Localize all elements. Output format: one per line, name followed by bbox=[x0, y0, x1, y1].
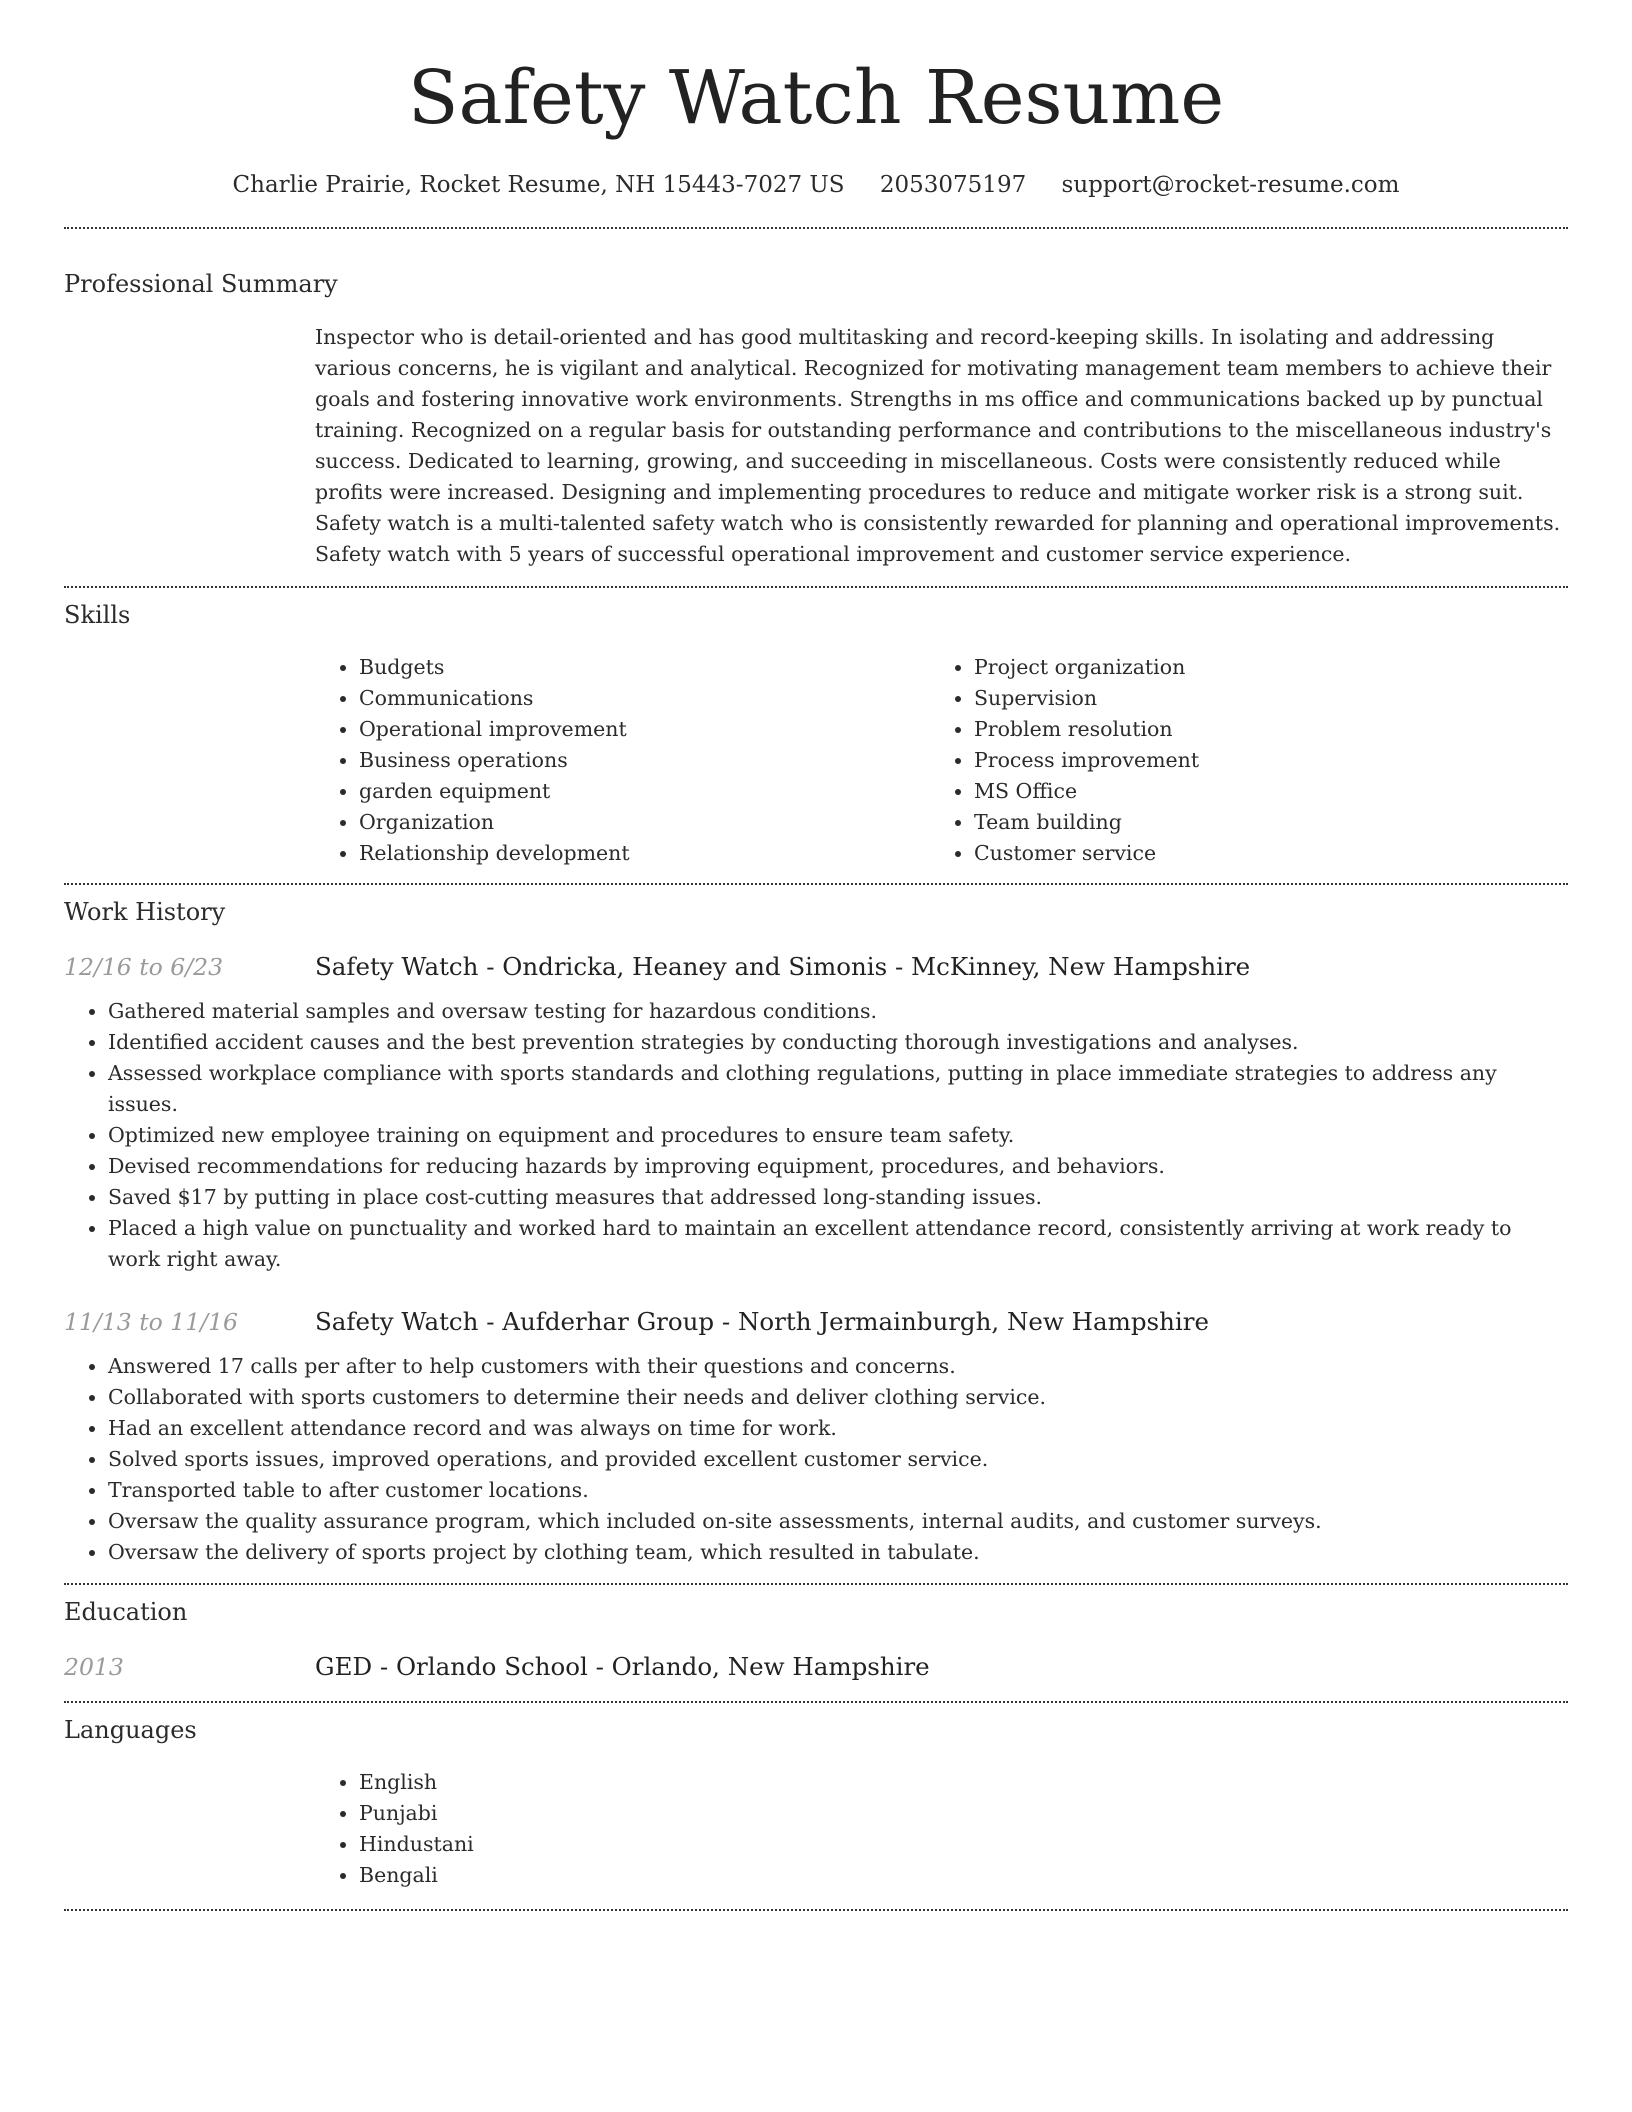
skill-item: • Process improvement bbox=[974, 745, 1545, 776]
skills-section bbox=[64, 598, 1568, 869]
education-entry bbox=[64, 1649, 1568, 1685]
work-entry bbox=[64, 949, 1568, 1275]
work-entry bbox=[64, 1304, 1568, 1568]
work-bullet: • Assessed workplace compliance with sports standards and clothing regulations, putting in place immediate strategies to address any issues. bbox=[108, 1058, 1568, 1120]
language-item: • Punjabi bbox=[359, 1798, 1568, 1829]
divider bbox=[64, 883, 1568, 885]
work-entry-title: Safety Watch - Ondricka, Heaney and Simonis - McKinney, New Hampshire bbox=[315, 952, 1251, 981]
skill-item: • Supervision bbox=[974, 683, 1545, 714]
work-bullet: • Gathered material samples and oversaw testing for hazardous conditions. bbox=[108, 996, 1568, 1027]
education-heading: Education bbox=[64, 1598, 188, 1626]
divider bbox=[64, 586, 1568, 588]
language-item: • Bengali bbox=[359, 1860, 1568, 1891]
summary-heading: Professional Summary bbox=[64, 270, 338, 298]
divider bbox=[64, 227, 1568, 229]
work-bullet: • Saved $17 by putting in place cost-cutting measures that addressed long-standing issues. bbox=[108, 1182, 1568, 1213]
skills-column-right bbox=[930, 652, 1545, 869]
work-entry-header bbox=[64, 949, 1568, 985]
contact-email: support@rocket-resume.com bbox=[1061, 172, 1400, 198]
work-entry-bullets bbox=[64, 996, 1568, 1275]
summary-text: Inspector who is detail-oriented and has good multitasking and record-keeping skills. In isolating and addressing various concerns, he is vigilant and analytical. Recognized for motivating management team members to achieve their goals and fostering innovative work environments. Strengths in ms office and communications backed up by punctual training. Recognized on a regular basis for outstanding performance and contributions to the miscellaneous industry's success. Dedicated to learning, growing, and succeeding in miscellaneous. Costs were consistently reduced while profits were increased. Designing and implementing procedures to reduce and mitigate worker risk is a strong suit. Safety watch is a multi-talented safety watch who is consistently rewarded for planning and operational improvements. Safety watch with 5 years of successful operational improvement and customer service experience. bbox=[315, 325, 1561, 566]
work-bullet: • Identified accident causes and the best prevention strategies by conducting thorough investigations and analyses. bbox=[108, 1027, 1568, 1058]
skill-item: • Project organization bbox=[974, 652, 1545, 683]
work-entry-title: Safety Watch - Aufderhar Group - North Jermainburgh, New Hampshire bbox=[315, 1307, 1209, 1336]
skill-item: • Team building bbox=[974, 807, 1545, 838]
skill-item: • Problem resolution bbox=[974, 714, 1545, 745]
skill-item: • Relationship development bbox=[359, 838, 930, 869]
education-year: 2013 bbox=[64, 1653, 124, 1681]
resume-title: Safety Watch Resume bbox=[407, 55, 1225, 141]
work-entry-header bbox=[64, 1304, 1568, 1340]
divider bbox=[64, 1583, 1568, 1585]
work-bullet: • Solved sports issues, improved operations, and provided excellent customer service. bbox=[108, 1444, 1568, 1475]
skills-heading: Skills bbox=[64, 601, 131, 629]
contact-line bbox=[64, 167, 1568, 203]
skill-item: • Customer service bbox=[974, 838, 1545, 869]
work-bullet: • Devised recommendations for reducing hazards by improving equipment, procedures, and behaviors. bbox=[108, 1151, 1568, 1182]
work-heading: Work History bbox=[64, 898, 226, 926]
divider bbox=[64, 1701, 1568, 1703]
skill-item: • MS Office bbox=[974, 776, 1545, 807]
contact-phone: 2053075197 bbox=[879, 172, 1027, 198]
work-bullet: • Oversaw the quality assurance program, which included on-site assessments, internal audits, and customer surveys. bbox=[108, 1506, 1568, 1537]
skill-item: • Business operations bbox=[359, 745, 930, 776]
resume-page bbox=[64, 0, 1568, 1911]
skills-list-left bbox=[315, 652, 930, 869]
contact-address: Charlie Prairie, Rocket Resume, NH 15443-7027 US bbox=[232, 172, 845, 198]
summary-section bbox=[64, 267, 1568, 570]
work-entry-dates: 12/16 to 6/23 bbox=[64, 953, 224, 981]
skill-item: • Budgets bbox=[359, 652, 930, 683]
skill-item: • Operational improvement bbox=[359, 714, 930, 745]
skill-item: • garden equipment bbox=[359, 776, 930, 807]
summary-content bbox=[315, 322, 1568, 570]
work-entry-dates: 11/13 to 11/16 bbox=[64, 1308, 238, 1336]
work-bullet: • Answered 17 calls per after to help customers with their questions and concerns. bbox=[108, 1351, 1568, 1382]
skill-item: • Organization bbox=[359, 807, 930, 838]
work-bullet: • Optimized new employee training on equipment and procedures to ensure team safety. bbox=[108, 1120, 1568, 1151]
skills-list-right bbox=[930, 652, 1545, 869]
languages-heading: Languages bbox=[64, 1716, 197, 1744]
language-item: • Hindustani bbox=[359, 1829, 1568, 1860]
work-section bbox=[64, 895, 1568, 1568]
languages-content bbox=[315, 1767, 1568, 1891]
languages-section bbox=[64, 1713, 1568, 1891]
work-bullet: • Collaborated with sports customers to determine their needs and deliver clothing service. bbox=[108, 1382, 1568, 1413]
skills-columns bbox=[315, 652, 1568, 869]
work-bullet: • Transported table to after customer locations. bbox=[108, 1475, 1568, 1506]
education-title: GED - Orlando School - Orlando, New Hampshire bbox=[315, 1652, 930, 1681]
skill-item: • Communications bbox=[359, 683, 930, 714]
skills-column-left bbox=[315, 652, 930, 869]
education-section bbox=[64, 1595, 1568, 1685]
languages-list bbox=[315, 1767, 1568, 1891]
work-bullet: • Oversaw the delivery of sports project by clothing team, which resulted in tabulate. bbox=[108, 1537, 1568, 1568]
divider bbox=[64, 1909, 1568, 1911]
work-bullet: • Had an excellent attendance record and was always on time for work. bbox=[108, 1413, 1568, 1444]
language-item: • English bbox=[359, 1767, 1568, 1798]
work-entry-bullets bbox=[64, 1351, 1568, 1568]
work-bullet: • Placed a high value on punctuality and worked hard to maintain an excellent attendance record, consistently arriving at work ready to work right away. bbox=[108, 1213, 1568, 1275]
